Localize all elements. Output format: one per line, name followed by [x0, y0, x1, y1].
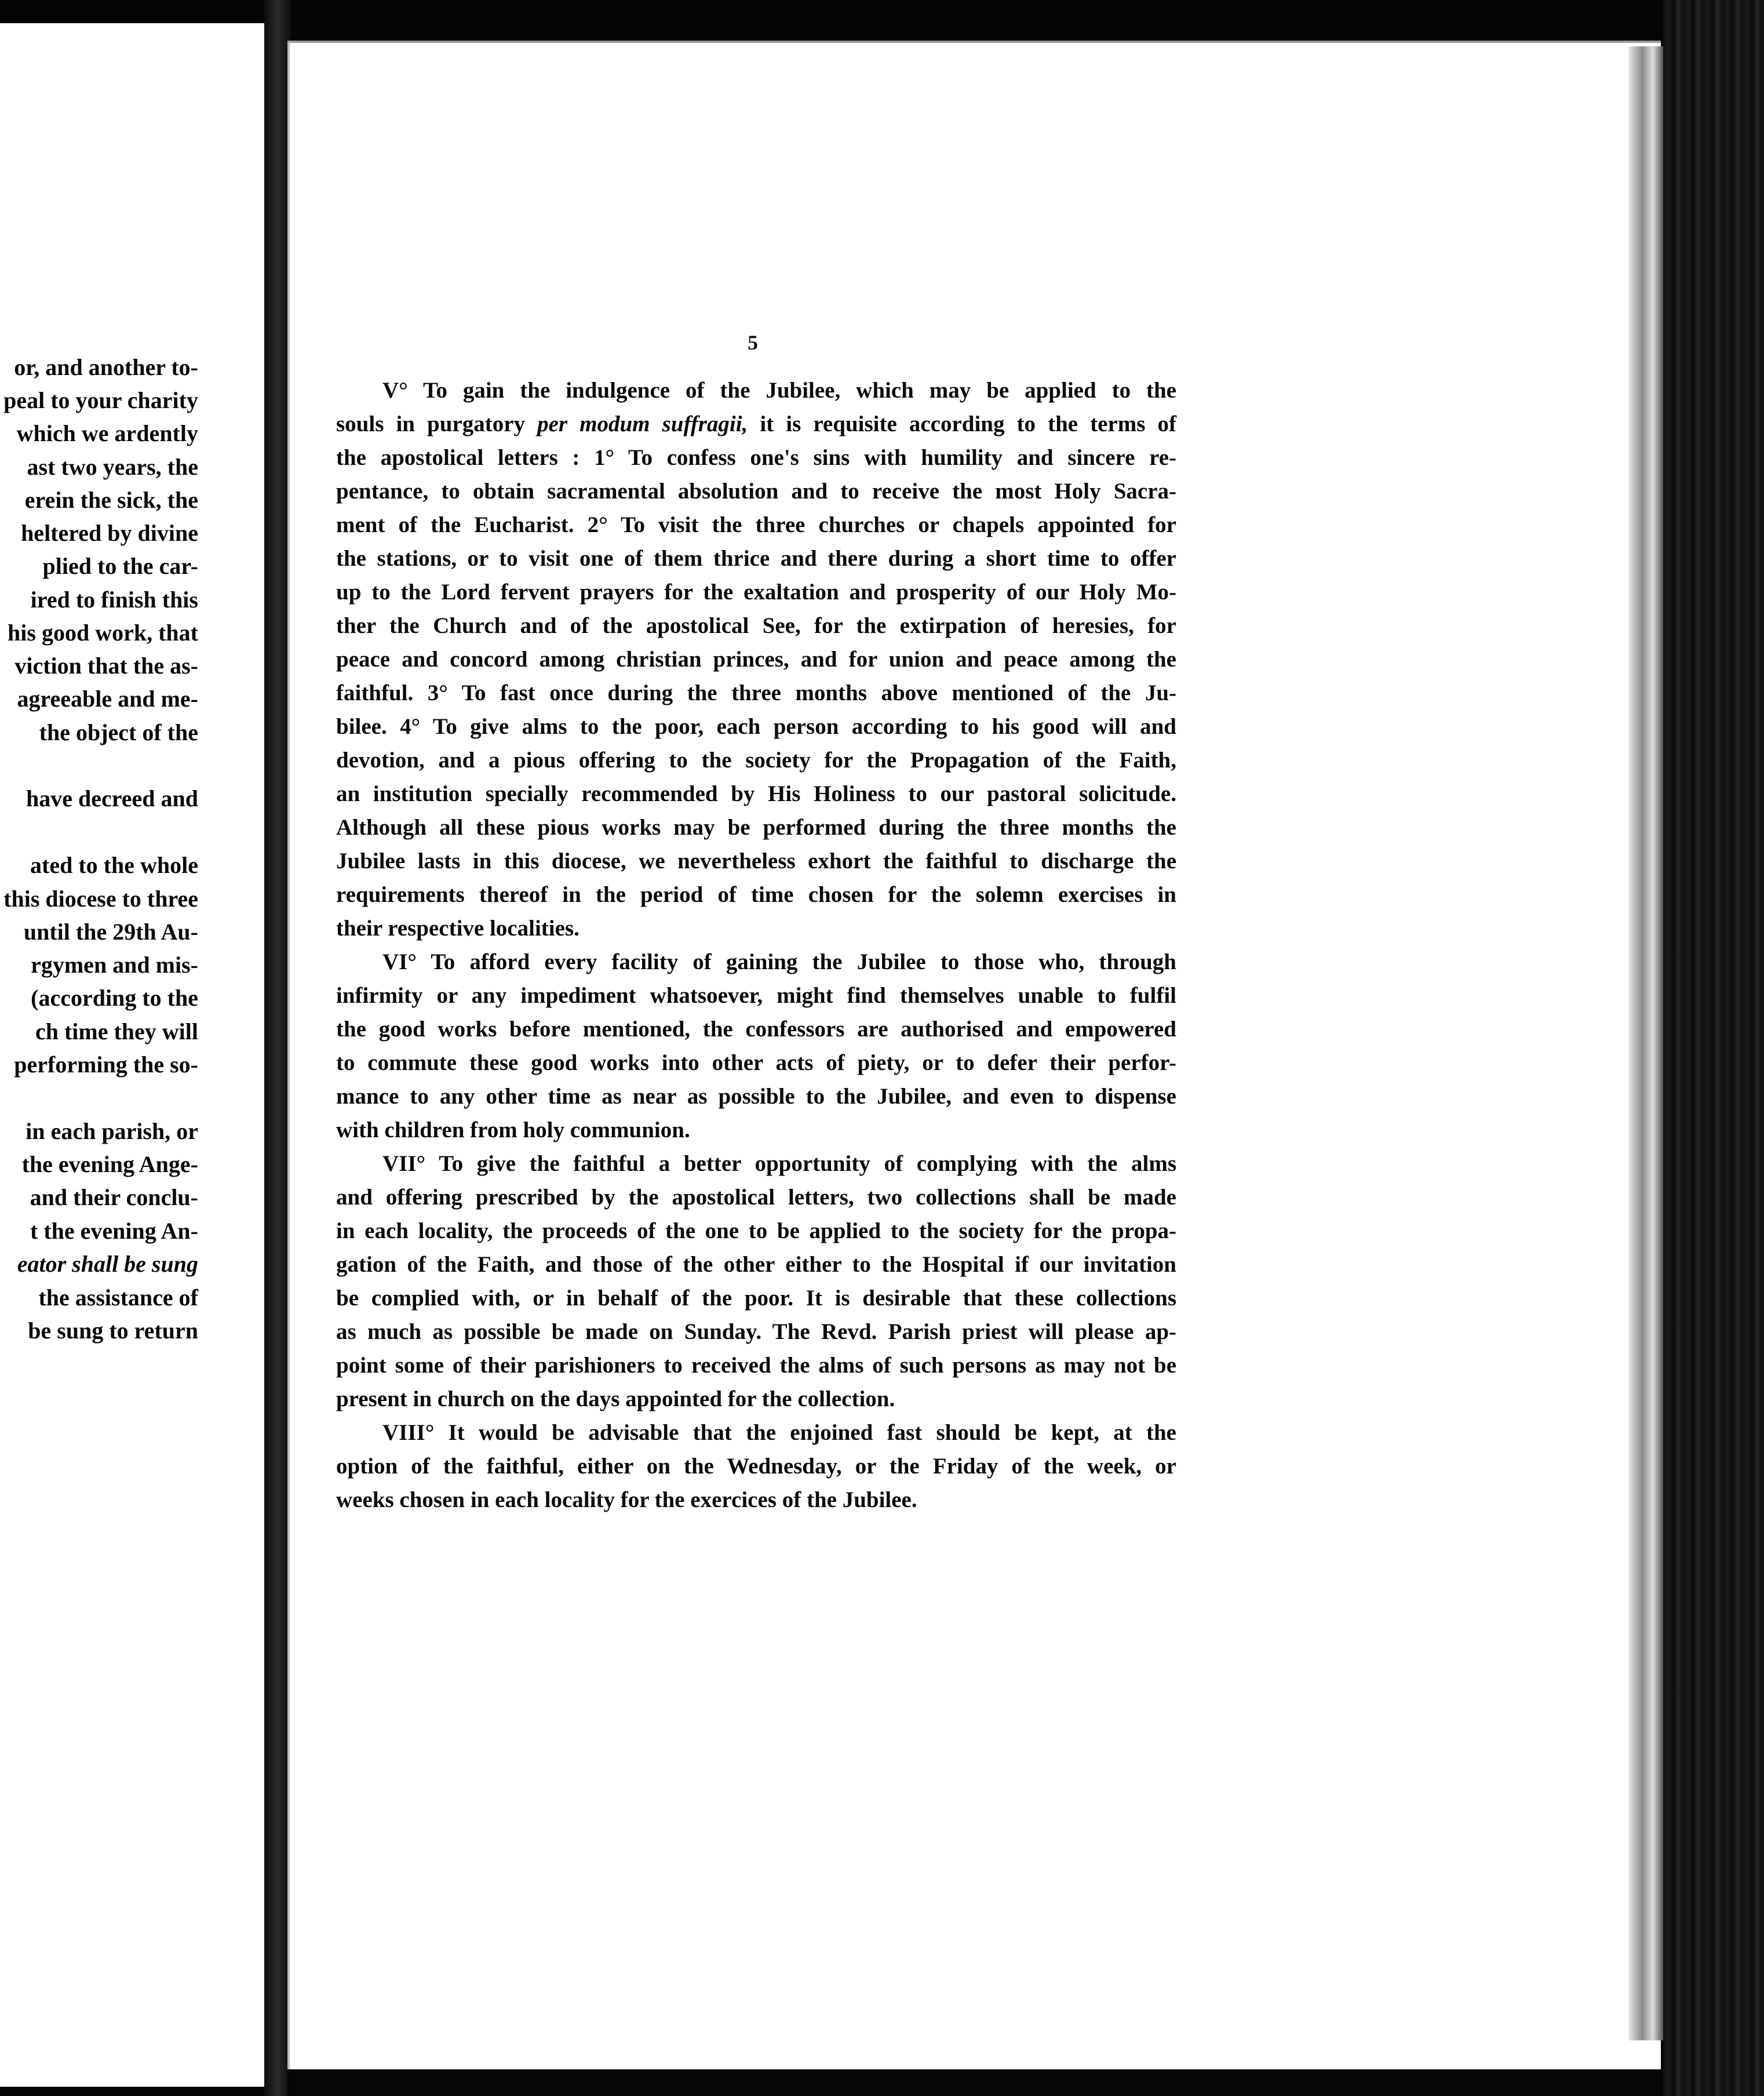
text-run: in each locality, the proceeds of the one to be applied to the society for the propa- — [336, 1218, 1176, 1243]
text-line — [336, 945, 1176, 979]
text-run: Jubilee lasts in this diocese, we nevertheless exhort the faithful to discharge the — [336, 849, 1176, 874]
text-run: and offering prescribed by the apostolical letters, two collections shall be made — [336, 1185, 1176, 1210]
text-run: requirements thereof in the period of time chosen for the solemn exercises in — [336, 882, 1176, 907]
text-run: V° To gain the indulgence of the Jubilee, which may be applied to the — [382, 378, 1176, 403]
left-page-line: the evening Ange- — [21, 1151, 198, 1177]
text-run: it is requisite according to the terms of — [748, 412, 1176, 436]
text-line — [336, 845, 1176, 878]
text-line — [336, 1181, 1176, 1214]
text-line — [336, 710, 1176, 744]
text-run: ment of the Eucharist. 2° To visit the three churches or chapels appointed for — [336, 512, 1176, 537]
text-run: souls in purgatory — [336, 412, 538, 436]
text-run: the stations, or to visit one of them thrice and there during a short time to offer — [336, 546, 1176, 571]
text-run: peace and concord among christian princes, and for union and peace among the — [336, 647, 1176, 672]
scan-border — [287, 2069, 1661, 2096]
text-run: the good works before mentioned, the confessors are authorised and empowered — [336, 1017, 1176, 1042]
left-page-line: ired to finish this — [30, 587, 198, 613]
text-line — [336, 1349, 1176, 1382]
text-line — [336, 777, 1176, 811]
text-line — [336, 1382, 1176, 1416]
left-page-line: ast two years, the — [27, 454, 198, 480]
text-line — [336, 1214, 1176, 1248]
left-page-line: rgymen and mis- — [31, 952, 198, 978]
text-run: faithful. 3° To fast once during the three months above mentioned of the Ju- — [336, 681, 1176, 705]
left-page-line: or, and another to- — [14, 354, 198, 380]
text-line — [336, 1483, 1176, 1517]
text-run: an institution specially recommended by His Holiness to our pastoral solicitude. — [336, 781, 1176, 806]
text-line — [336, 744, 1176, 777]
left-page-line: performing the so- — [14, 1051, 198, 1078]
text-line — [336, 1013, 1176, 1046]
left-page-line: viction that the as- — [14, 653, 198, 679]
text-line — [336, 811, 1176, 845]
left-page-line: (according to the — [31, 985, 198, 1011]
text-line — [336, 878, 1176, 912]
left-page-line: heltered by divine — [21, 520, 198, 546]
text-run: bilee. 4° To give alms to the poor, each person according to his good will and — [336, 714, 1176, 739]
text-line — [336, 407, 1176, 441]
text-run: VII° To give the faithful a better opportunity of complying with the alms — [382, 1151, 1176, 1176]
left-page-line: ated to the whole — [30, 852, 198, 878]
left-page-line: eator shall be sung — [17, 1251, 198, 1277]
text-line — [336, 576, 1176, 609]
text-line — [336, 1416, 1176, 1450]
text-line — [336, 475, 1176, 508]
text-line — [336, 1248, 1176, 1282]
left-page-line: be sung to return — [28, 1318, 198, 1344]
text-line — [336, 609, 1176, 643]
text-line — [336, 441, 1176, 475]
text-run: the apostolical letters : 1° To confess one's sins with humility and sincere re- — [336, 445, 1176, 470]
text-run: Although all these pious works may be performed during the three months the — [336, 815, 1176, 840]
page-edge — [1628, 46, 1663, 2040]
text-run: pentance, to obtain sacramental absolution and to receive the most Holy Sacra- — [336, 479, 1176, 504]
text-line — [336, 1282, 1176, 1315]
text-run: point some of their parishioners to received the alms of such persons as may not be — [336, 1353, 1176, 1378]
left-page-line: and their conclu- — [30, 1184, 198, 1210]
text-line — [336, 643, 1176, 676]
text-run: ther the Church and of the apostolical See, for the extirpation of heresies, for — [336, 613, 1176, 638]
text-line — [336, 1147, 1176, 1181]
text-run: mance to any other time as near as possible to the Jubilee, and even to dispense — [336, 1084, 1176, 1109]
left-page-line: ch time they will — [35, 1018, 198, 1045]
text-run: devotion, and a pious offering to the society for the Propagation of the Faith, — [336, 748, 1176, 773]
text-line — [336, 1315, 1176, 1349]
text-run: be complied with, or in behalf of the poor. It is desirable that these collections — [336, 1286, 1176, 1311]
left-page-line: this diocese to three — [3, 886, 198, 912]
left-page-line: the assistance of — [38, 1284, 198, 1311]
text-line — [336, 1450, 1176, 1483]
text-run: weeks chosen in each locality for the exercices of the Jubilee. — [336, 1487, 917, 1512]
text-line — [336, 1114, 1176, 1147]
left-page-line: the object of the — [39, 719, 198, 745]
text-run: with children from holy communion. — [336, 1118, 690, 1142]
left-page-line: erein the sick, the — [24, 487, 198, 513]
left-page-line: plied to the car- — [42, 553, 198, 579]
text-run: up to the Lord fervent prayers for the exaltation and prosperity of our Holy Mo- — [336, 580, 1176, 605]
text-run: infirmity or any impediment whatsoever, might find themselves unable to fulfil — [336, 983, 1176, 1008]
text-run: gation of the Faith, and those of the other either to the Hospital if our invitation — [336, 1252, 1176, 1277]
left-page-line: t the evening An- — [30, 1218, 198, 1244]
text-run: as much as possible be made on Sunday. The Revd. Parish priest will please ap- — [336, 1319, 1176, 1344]
text-run: option of the faithful, either on the Wednesday, or the Friday of the week, or — [336, 1454, 1176, 1479]
body-text — [336, 374, 1176, 1517]
left-page-line: peal to your charity — [3, 387, 198, 413]
text-line — [336, 912, 1176, 945]
text-run: to commute these good works into other acts of piety, or to defer their perfor- — [336, 1050, 1176, 1075]
previous-page-fragment — [0, 23, 268, 2087]
book-binding — [1663, 0, 1764, 2096]
left-page-line: his good work, that — [8, 620, 198, 646]
text-run: their respective localities. — [336, 916, 580, 941]
latin-phrase: per modum suffragii, — [537, 412, 748, 436]
text-line — [336, 979, 1176, 1013]
page-number: 5 — [748, 331, 758, 354]
text-line — [336, 542, 1176, 576]
text-run: VIII° It would be advisable that the enjoined fast should be kept, at the — [382, 1420, 1176, 1445]
left-page-line: agreeable and me- — [17, 686, 198, 712]
left-page-line: which we ardently — [16, 420, 198, 446]
text-line — [336, 508, 1176, 542]
text-line — [336, 1046, 1176, 1080]
left-page-line: until the 29th Au- — [23, 919, 198, 945]
text-line — [336, 374, 1176, 407]
text-line — [336, 676, 1176, 710]
left-page-line: in each parish, or — [25, 1118, 198, 1144]
text-run: present in church on the days appointed for the collection. — [336, 1387, 895, 1411]
left-page-line: have decreed and — [25, 785, 198, 812]
text-run: VI° To afford every facility of gaining the Jubilee to those who, through — [382, 949, 1176, 974]
text-line — [336, 1080, 1176, 1114]
